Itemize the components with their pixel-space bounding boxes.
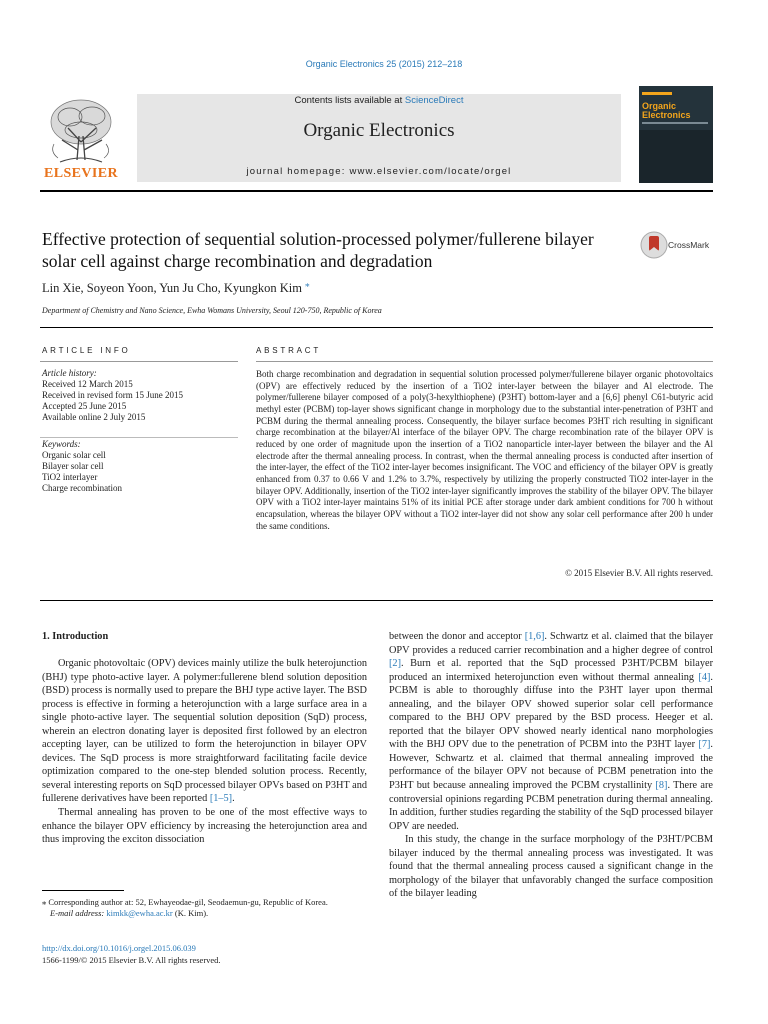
email-footnote bbox=[42, 908, 367, 919]
article-title: Effective protection of sequential solution-processed polymer/fullerene bilayer solar cell against charge recombination and degradation bbox=[42, 229, 594, 271]
citation-link[interactable]: [7] bbox=[698, 739, 711, 751]
cover-title-line-1: Organic bbox=[642, 101, 677, 111]
history-online: Available online 2 July 2015 bbox=[42, 412, 146, 422]
cover-rule bbox=[642, 122, 708, 124]
citation-link[interactable]: [1,6] bbox=[524, 631, 545, 642]
history-accepted: Accepted 25 June 2015 bbox=[42, 401, 127, 411]
keyword-item: Bilayer solar cell bbox=[42, 461, 104, 471]
journal-reference-link[interactable]: Organic Electronics 25 (2015) 212–218 bbox=[305, 59, 463, 69]
email-label: E-mail address: bbox=[50, 908, 107, 918]
journal-cover-image bbox=[639, 86, 713, 183]
contents-line bbox=[137, 95, 621, 106]
authors-names: Lin Xie, Soyeon Yoon, Yun Ju Cho, Kyungkon Kim bbox=[42, 281, 302, 295]
email-suffix: (K. Kim). bbox=[172, 908, 209, 918]
keywords-label: Keywords: bbox=[42, 439, 81, 449]
paragraph: Organic photovoltaic (OPV) devices mainly utilize the bulk heterojunction (BHJ) type photo-active layer. A polymer:fullerene blend solution deposition (BSD) process is normally used to prepare the BHJ type active layer. The BSD process is effective in forming a heterojunction with a large surface area in a single photo-active layer. The sequential solution deposition (SqD) process, wherein an electron donating layer is deposited first followed by an electron accepting layer, can be utilized to form the heterojunction in bilayer OPV devices. The SqD process is more straightforward facilitating facile device optimization compared to the one-step blended solution process. Recently, several interesting reports on SqD processed bilayer OPVs based on P3HT and fullerene derivatives have been reported [1–5]. bbox=[42, 658, 367, 805]
history-label: Article history: bbox=[42, 368, 97, 378]
section-heading-introduction: 1. Introduction bbox=[42, 631, 109, 642]
footnote-mark: ⁎ bbox=[42, 897, 47, 907]
homepage-line bbox=[137, 166, 621, 177]
crossmark-icon[interactable] bbox=[639, 230, 669, 260]
paragraph-text: . Burn et al. reported that the SqD processed P3HT/PCBM bilayer produced an intermixed heterojunction even without thermal annealing bbox=[389, 658, 713, 683]
paragraph: Thermal annealing has proven to be one of the most effective ways to enhance the bilayer OPV efficiency by increasing the heterojunction area and thus improving the exciton dissociation bbox=[42, 807, 367, 846]
cover-lower-panel bbox=[639, 130, 713, 183]
citation-link[interactable]: [4] bbox=[698, 671, 711, 683]
footnote bbox=[42, 897, 367, 919]
corresponding-footnote bbox=[42, 897, 367, 908]
paragraph bbox=[389, 630, 713, 833]
paragraph-text: Organic photovoltaic (OPV) devices mainly utilize the bulk heterojunction (BHJ) type photo-active layer. A polymer:fullerene blend solution deposition (BSD) process is normally used to prepare the BHJ type active layer. The BSD process is effective in forming a heterojunction with a large surface area in a single photo-active layer. The sequential solution deposition (SqD) process, wherein an electron donating layer is deposited first followed by an electron accepting layer, can be utilized to form the heterojunction in bilayer OPV devices. The SqD process is more straightforward facilitating facile device optimization compared to the one-step blended solution process. Recently, several interesting reports on SqD processed bilayer OPVs based on P3HT and fullerene derivatives have been reported bbox=[42, 658, 367, 805]
abstract-rule bbox=[256, 361, 713, 362]
abstract-text: Both charge recombination and degradation in sequential solution processed polymer/fullerene bilayer organic photovoltaics (OPV) are effectively reduced by the insertion of a TiO2 inter-layer between the bilayer and Al electrode. The polymer/fullerene bilayer composed of a poly(3-hexylthiophene) (P3HT) bottom-layer and a [6,6] phenyl C61-butyric acid methyl ester (PCBM) top-layer shows significant change in morphology due to the substantial inter-penetration of P3HT and PCBM during the thermal annealing process. Consequently, the bilayer surface becomes P3HT rich resulting in significant charge recombination at the bilayer/Al interface of the bilayer OPV. The charge recombination rate of the bilayer OPV is reduced by one order of magnitude upon the insertion of a TiO2 nanoparticle inter-layer between the bilayer and the Al electrode after the thermal annealing process. In contrast, when the thermal annealing process is conducted after insertion of the inter-layer, the effect of the TiO2 inter-layer becomes insignificant. The VOC and efficiency of the bilayer OPV is greatly enhanced from 0.37 to 0.66 V and 1.2% to 3.7%, respectively by utilizing the properly constructed TiO2 inter-layer in the bilayer OPV. Additionally, insertion of the TiO2 inter-layer significantly improves the stability of the bilayer OPV. The bilayer OPV with a TiO2 inter-layer maintains 51% of its initial PCE after storage under dark ambient conditions for 700 h without encapsulation, whereas the bilayer OPV without a TiO2 inter-layer did not show any solar cell performance after 200 h under the same conditions. bbox=[256, 369, 713, 531]
doi-link[interactable]: http://dx.doi.org/10.1016/j.orgel.2015.06.039 bbox=[42, 943, 196, 953]
cover-stripe bbox=[642, 92, 672, 95]
paragraph-text: . Schwartz et al. claimed that the bilayer OPV provides a reduced carrier recombination and a higher degree of control bbox=[389, 631, 713, 656]
crossmark-label[interactable]: CrossMark bbox=[668, 240, 710, 250]
footnote-rule bbox=[42, 890, 124, 891]
history-received: Received 12 March 2015 bbox=[42, 379, 133, 389]
article-info-heading: ARTICLE INFO bbox=[42, 346, 131, 355]
article-info-rule bbox=[40, 361, 238, 362]
keyword-item: Charge recombination bbox=[42, 483, 123, 493]
header-divider bbox=[40, 190, 713, 192]
paragraph-text: between the donor and acceptor bbox=[389, 631, 525, 642]
paragraph-text: . There are controversial opinions regarding PCBM penetration during thermal annealing. In addition, further studies regarding the stability of the SqD processed bilayer OPV are needed. bbox=[389, 780, 713, 832]
paragraph-text: . PCBM is able to thoroughly diffuse into the P3HT layer upon thermal annealing, and the bilayer OPV showed superior solar cell performance compared to the BHJ OPV prepared by the BSD process. Heeger et al. reported that the bilayer OPV showed nearly identical nano morphologies with the BHJ OPV due to the penetration of PCBM into the P3HT layer bbox=[389, 671, 713, 751]
section-divider bbox=[40, 327, 713, 328]
article-history bbox=[42, 368, 237, 423]
citation-link[interactable]: [1–5] bbox=[209, 793, 233, 805]
sciencedirect-link[interactable]: ScienceDirect bbox=[404, 95, 464, 106]
elsevier-wordmark: ELSEVIER bbox=[43, 166, 118, 181]
paragraph: In this study, the change in the surface morphology of the P3HT/PCBM bilayer induced by the thermal annealing process was investigated. It was found that the thermal annealing process caused a significant change in the morphology of the bilayer that unfavorably changed the surface composition of the bilayer leading bbox=[389, 834, 713, 900]
footnote-text: Corresponding author at: 52, Ewhayeodae-gil, Seodaemun-gu, Republic of Korea. bbox=[46, 897, 328, 907]
abstract-heading: ABSTRACT bbox=[256, 346, 322, 355]
abstract-bottom-divider bbox=[40, 600, 713, 601]
body-right-column bbox=[389, 630, 713, 901]
homepage-prefix: journal homepage: bbox=[246, 166, 350, 177]
citation-link[interactable]: [2] bbox=[389, 658, 402, 670]
paragraph-text: . However, Schwartz et al. claimed that thermal annealing improved the performance of the bilayer OPV not because of PCBM penetration into the P3HT but because annealing improved the PCBM crystallinity bbox=[389, 739, 713, 792]
journal-name: Organic Electronics bbox=[303, 120, 455, 141]
email-link[interactable]: kimkk@ewha.ac.kr bbox=[106, 908, 173, 918]
issn-copyright: 1566-1199/© 2015 Elsevier B.V. All rights reserved. bbox=[42, 955, 221, 965]
abstract-copyright: © 2015 Elsevier B.V. All rights reserved. bbox=[565, 568, 713, 578]
body-left-column bbox=[42, 657, 367, 847]
corresponding-author-mark[interactable]: ⁎ bbox=[305, 278, 310, 289]
homepage-url-link[interactable]: www.elsevier.com/locate/orgel bbox=[349, 166, 512, 177]
keyword-item: Organic solar cell bbox=[42, 450, 106, 460]
keyword-item: TiO2 interlayer bbox=[42, 472, 98, 482]
keywords bbox=[42, 439, 237, 494]
author-list bbox=[42, 278, 310, 296]
keywords-rule bbox=[40, 437, 238, 438]
author-affiliation: Department of Chemistry and Nano Science, Ewha Womans University, Seoul 120-750, Republic of Korea bbox=[42, 306, 382, 315]
contents-prefix: Contents lists available at bbox=[294, 95, 405, 106]
history-revised: Received in revised form 15 June 2015 bbox=[42, 390, 183, 400]
citation-link[interactable]: [8] bbox=[655, 780, 668, 792]
cover-title-line-2: Electronics bbox=[642, 110, 691, 120]
